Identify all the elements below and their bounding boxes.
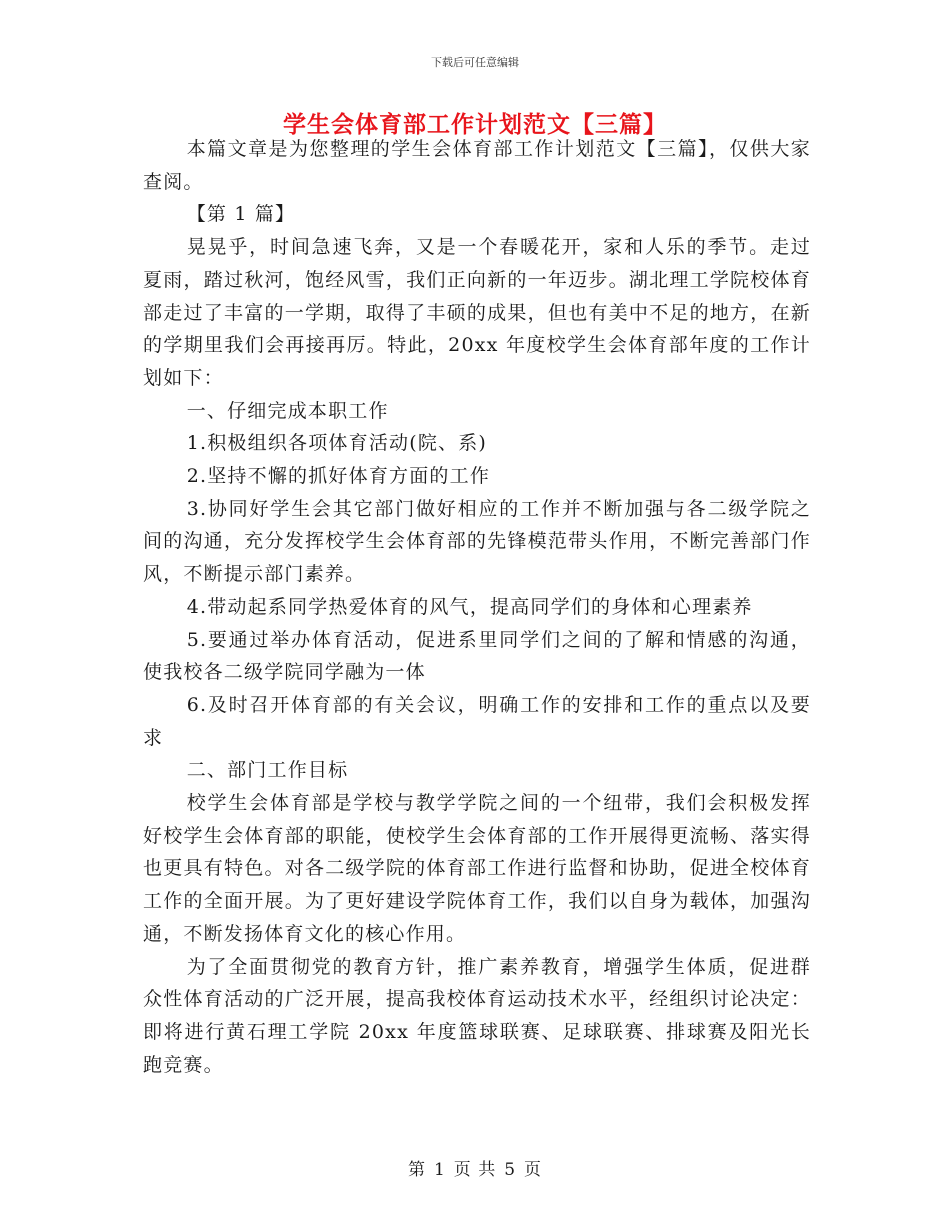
list-item: 3.协同好学生会其它部门做好相应的工作并不断加强与各二级学院之间的沟通，充分发挥校学生会体育部的先锋模范带头作用，不断完善部门作风，不断提示部门素养。 xyxy=(143,497,811,586)
document-title: 学生会体育部工作计划范文【三篇】 xyxy=(283,111,667,138)
section-heading: 一、仔细完成本职工作 xyxy=(186,399,389,422)
list-item: 2.坚持不懈的抓好体育方面的工作 xyxy=(186,465,491,488)
list-item: 6.及时召开体育部的有关会议，明确工作的安排和工作的重点以及要求 xyxy=(143,693,811,749)
footer-suffix: 页 xyxy=(524,1160,543,1180)
footer-mid: 页 共 xyxy=(453,1160,497,1180)
list-item: 1.积极组织各项体育活动(院、系) xyxy=(186,432,488,455)
page-footer xyxy=(0,1155,950,1180)
section-label: 【第 1 篇】 xyxy=(186,203,296,226)
body-paragraph: 晃晃乎，时间急速飞奔，又是一个春暖花开，家和人乐的季节。走过夏雨，踏过秋河，饱经风雪，我们正向新的一年迈步。湖北理工学院校体育部走过了丰富的一学期，取得了丰硕的成果，但也有美中不足的地方，在新的学期里我们会再接再厉。特此，20xx 年度校学生会体育部年度的工作计划如下： xyxy=(143,236,811,389)
body-paragraph: 校学生会体育部是学校与教学学院之间的一个纽带，我们会积极发挥好校学生会体育部的职能，使校学生会体育部的工作开展得更流畅、落实得也更具有特色。对各二级学院的体育部工作进行监督和协助，促进全校体育工作的全面开展。为了更好建设学院体育工作，我们以自身为载体，加强沟通，不断发扬体育文化的核心作用。 xyxy=(143,792,811,945)
footer-page-number: 1 xyxy=(433,1160,446,1180)
footer-total-pages: 5 xyxy=(504,1160,517,1180)
footer-prefix: 第 xyxy=(407,1160,426,1180)
intro-paragraph: 本篇文章是为您整理的学生会体育部工作计划范文【三篇】，仅供大家查阅。 xyxy=(143,138,811,193)
header-note: 下载后可任意编辑 xyxy=(431,56,519,69)
section-heading: 二、部门工作目标 xyxy=(186,759,349,782)
document-body xyxy=(143,133,811,1081)
body-paragraph: 为了全面贯彻党的教育方针，推广素养教育，增强学生体质，促进群众性体育活动的广泛开展，提高我校体育运动技术水平，经组织讨论决定：即将进行黄石理工学院 20xx 年度篮球联赛、足球联赛、排球赛及阳光长跑竞赛。 xyxy=(143,955,811,1076)
list-item: 5.要通过举办体育活动，促进系里同学们之间的了解和情感的沟通，使我校各二级学院同学融为一体 xyxy=(143,628,811,684)
list-item: 4.带动起系同学热爱体育的风气，提高同学们的身体和心理素养 xyxy=(186,595,753,618)
